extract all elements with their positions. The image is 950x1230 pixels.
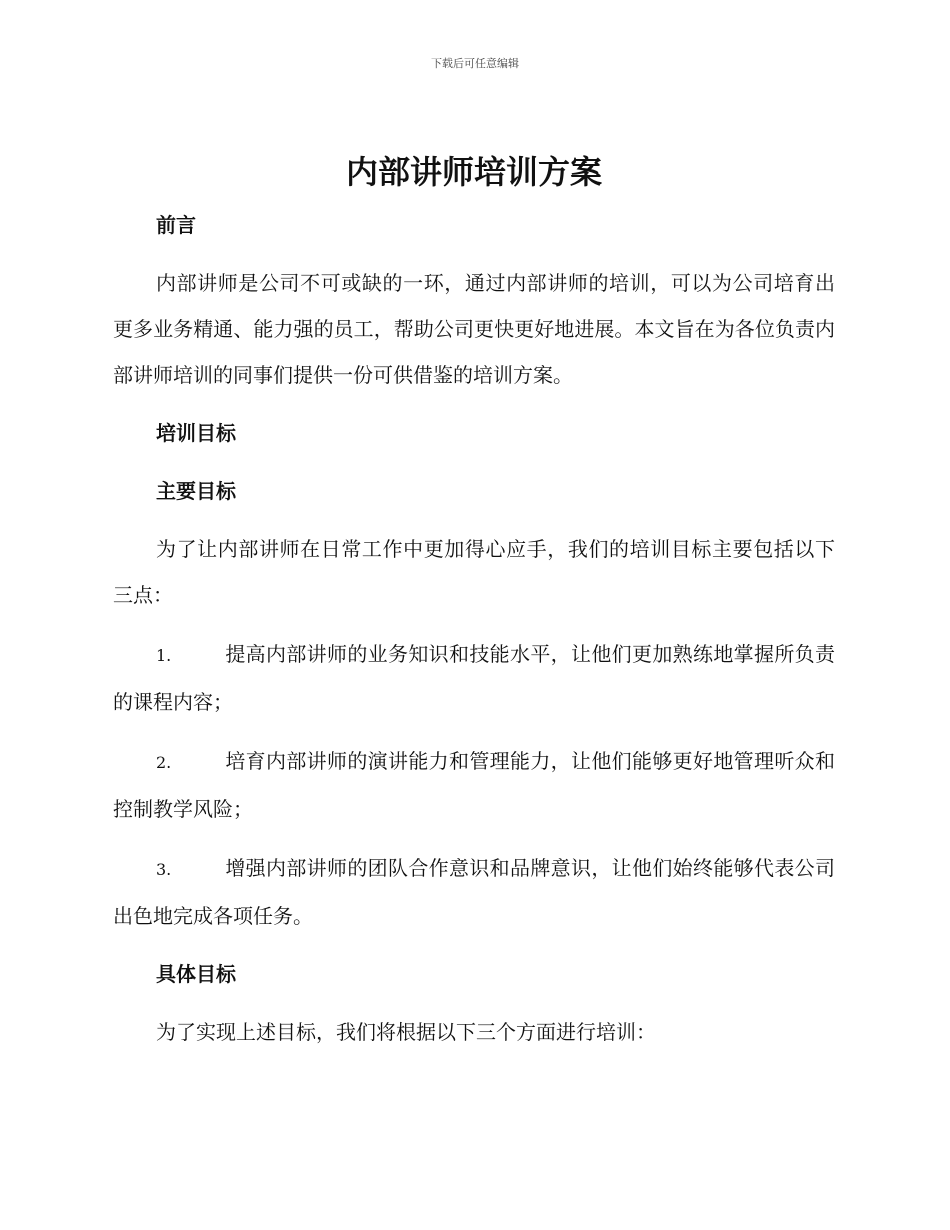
header-note: 下载后可任意编辑	[431, 57, 519, 70]
list-item	[113, 631, 835, 725]
specific-goals-heading: 具体目标	[156, 962, 236, 986]
document-title: 内部讲师培训方案	[345, 153, 602, 191]
list-text: 增强内部讲师的团队合作意识和品牌意识，让他们始终能够代表公司出色地完成各项任务。	[113, 856, 835, 928]
list-number: 2.	[156, 753, 172, 772]
list-number: 3.	[156, 860, 172, 879]
main-goals-intro: 为了让内部讲师在日常工作中更加得心应手，我们的培训目标主要包括以下三点：	[113, 537, 835, 607]
goals-heading: 培训目标	[156, 421, 236, 445]
preface-paragraph: 内部讲师是公司不可或缺的一环，通过内部讲师的培训，可以为公司培育出更多业务精通、能力强的员工，帮助公司更快更好地进展。本文旨在为各位负责内部讲师培训的同事们提供一份可供借鉴的培训方案。	[113, 271, 835, 387]
list-text: 培育内部讲师的演讲能力和管理能力，让他们能够更好地管理听众和控制教学风险；	[113, 749, 835, 821]
document-body	[113, 150, 835, 1055]
list-item	[113, 845, 835, 939]
list-text: 提高内部讲师的业务知识和技能水平，让他们更加熟练地掌握所负责的课程内容；	[113, 642, 835, 714]
list-number: 1.	[156, 646, 172, 665]
preface-heading: 前言	[156, 213, 196, 237]
specific-goals-intro: 为了实现上述目标，我们将根据以下三个方面进行培训：	[156, 1020, 656, 1044]
main-goals-heading: 主要目标	[156, 479, 236, 503]
list-item	[113, 738, 835, 832]
